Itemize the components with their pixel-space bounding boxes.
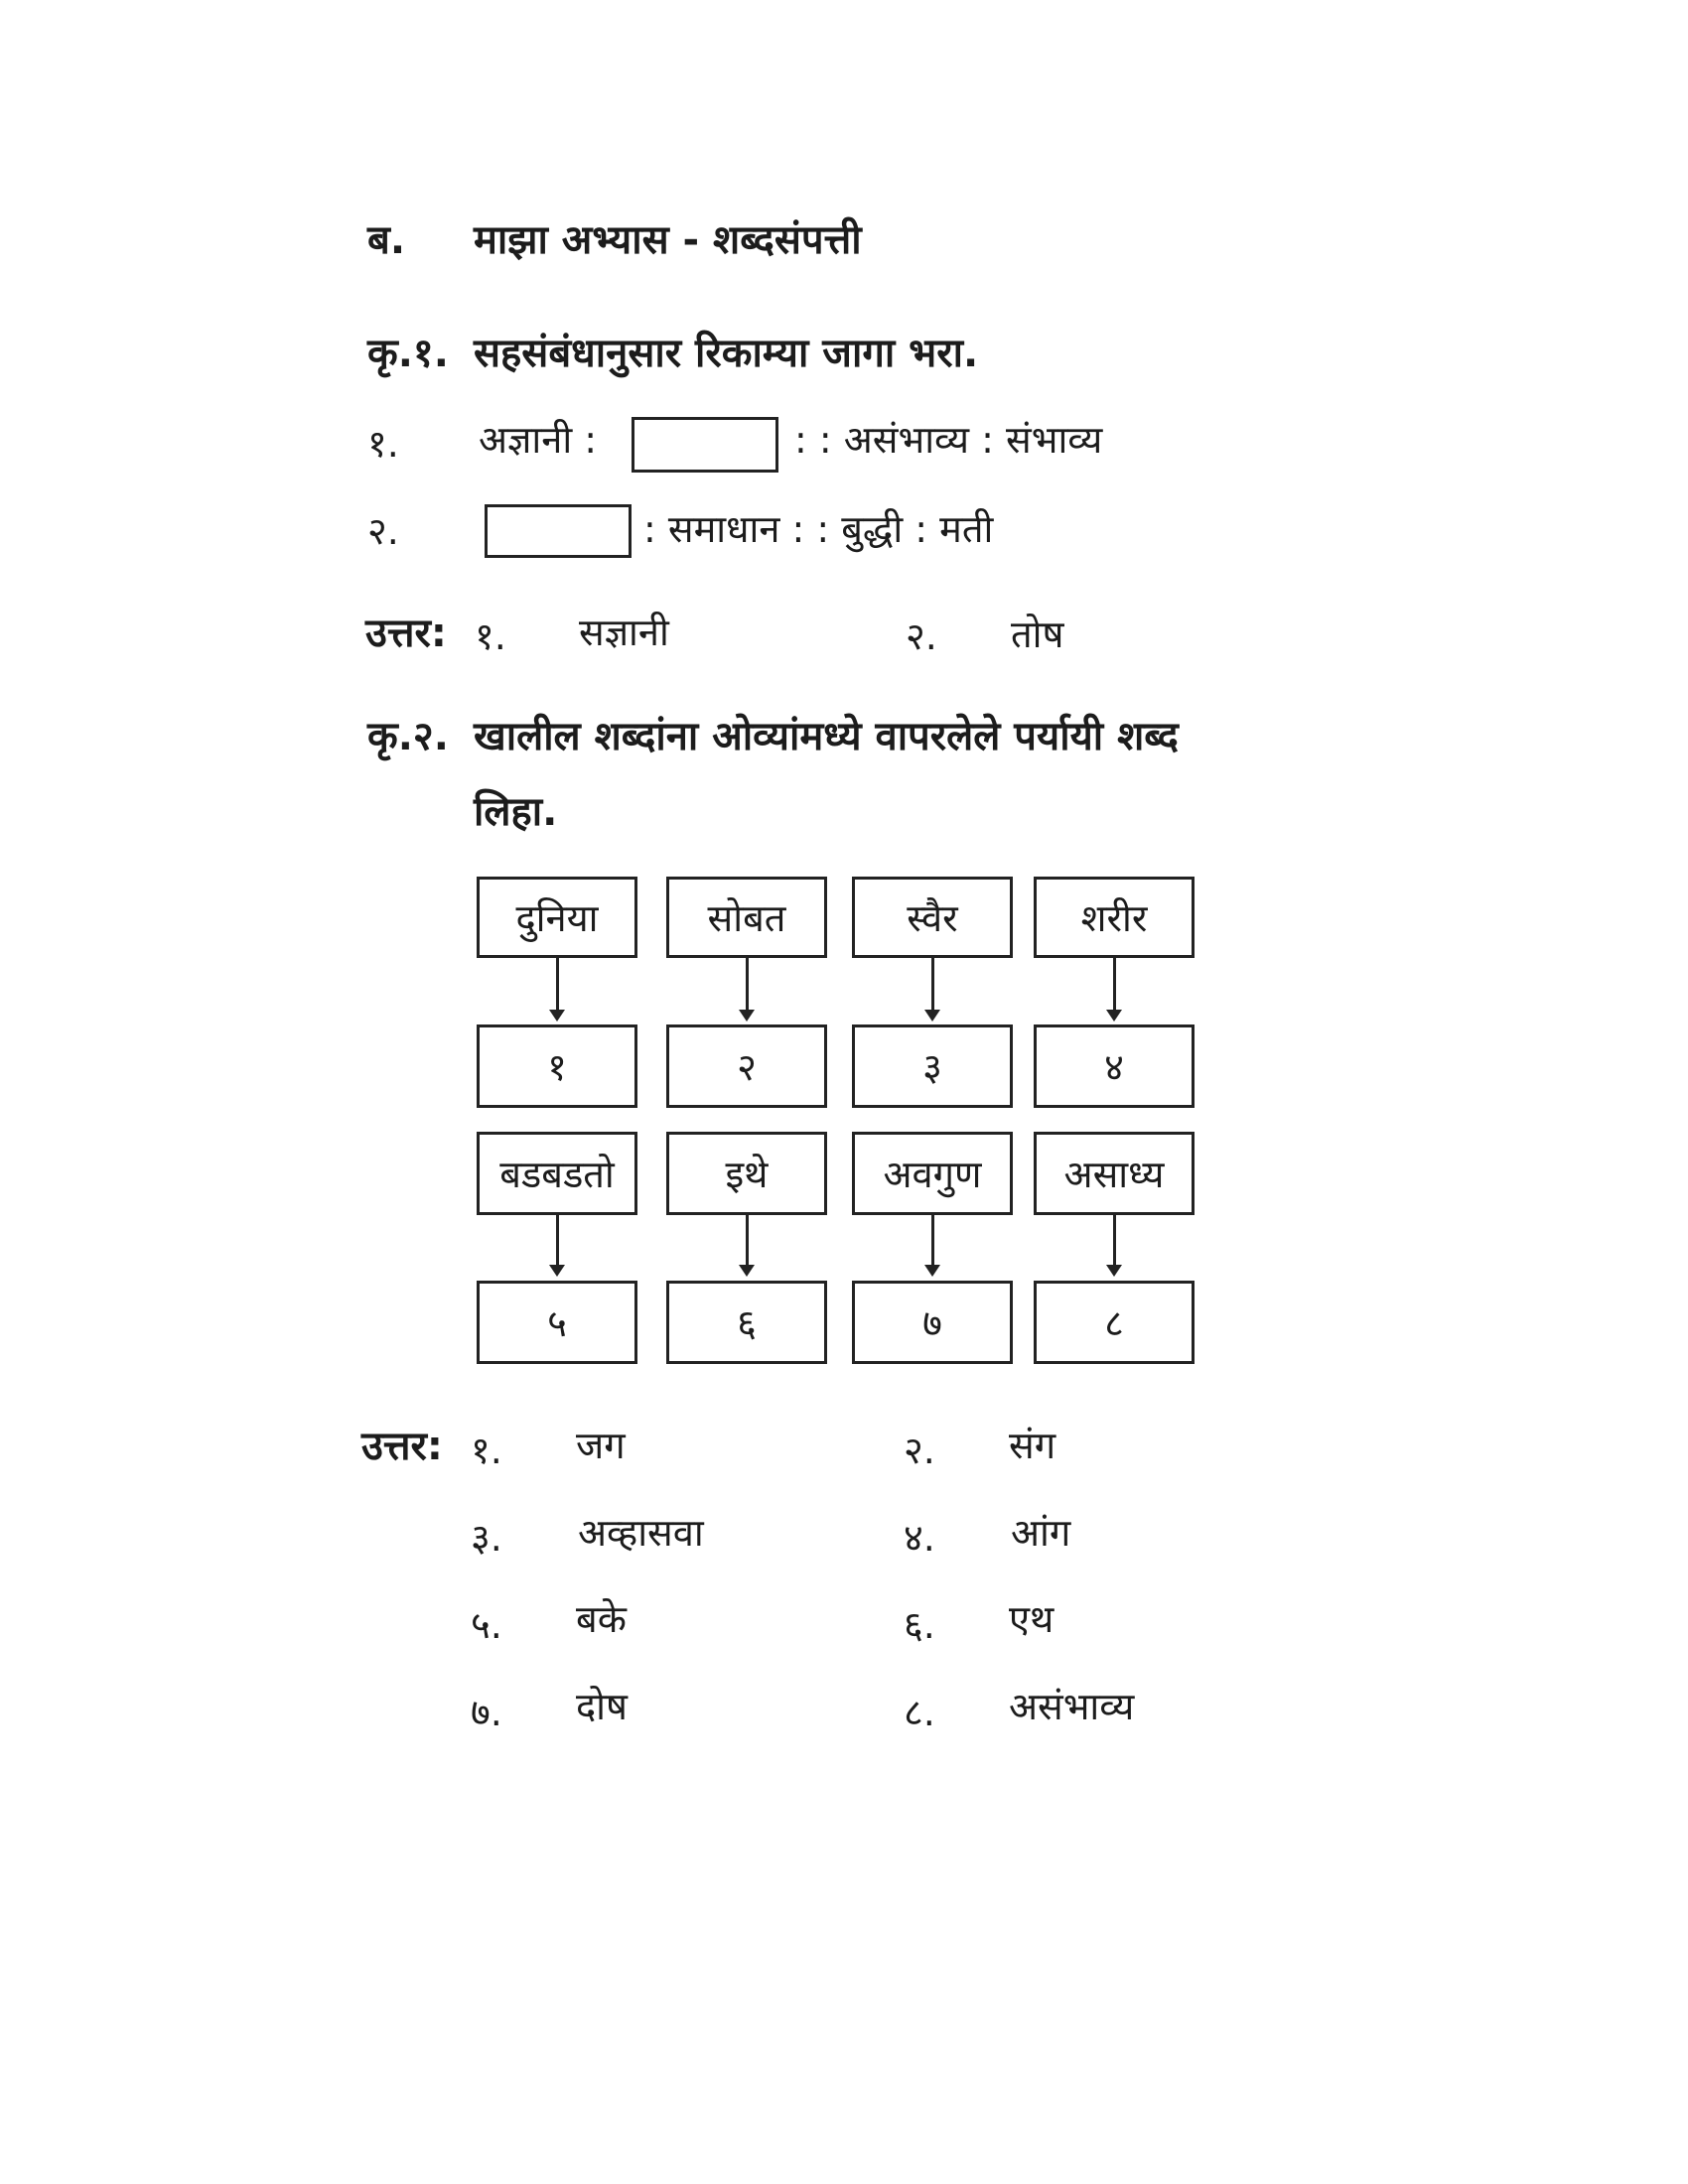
q1-answer1-number: १. (475, 614, 506, 658)
word-box-duniya: दुनिया (477, 877, 637, 958)
q2-answer4-text: आंग (1011, 1511, 1071, 1555)
answer-box-8: ८ (1034, 1281, 1195, 1364)
q2-answer6-text: एथ (1009, 1597, 1055, 1641)
q1-item1-right: : : असंभाव्य : संभाव्य (794, 418, 1103, 462)
arrow-down-icon (746, 958, 749, 1016)
word-box-sobat: सोबत (666, 877, 827, 958)
answer-box-7: ७ (852, 1281, 1013, 1364)
q2-instruction-line1: खालील शब्दांना ओव्यांमध्ये वापरलेले पर्यायी शब्द (474, 714, 1179, 759)
q2-instruction-line2: लिहा. (474, 789, 558, 835)
arrow-down-icon (556, 958, 559, 1016)
q1-number: कृ.१. (367, 331, 449, 376)
q1-answer-label: उत्तर: (365, 611, 447, 656)
section-title: माझा अभ्यास - शब्दसंपत्ती (474, 217, 862, 263)
section-label: ब. (367, 217, 406, 263)
word-box-avgun: अवगुण (852, 1132, 1013, 1215)
word-box-sharir: शरीर (1034, 877, 1195, 958)
arrow-down-icon (1113, 958, 1116, 1016)
q1-item2-number: २. (367, 509, 399, 553)
q2-answer7-text: दोष (576, 1685, 628, 1728)
q2-answer7-number: ७. (471, 1691, 502, 1734)
q1-item1-left: अज्ञानी : (479, 418, 598, 462)
q2-answer2-text: संग (1009, 1424, 1056, 1467)
answer-box-1: १ (477, 1024, 637, 1108)
answer-box-2: २ (666, 1024, 827, 1108)
q1-item2-right: : समाधान : : बुद्धी : मती (643, 507, 994, 551)
q1-answer1-text: सज्ञानी (579, 611, 669, 654)
q2-answer1-text: जग (576, 1424, 626, 1467)
q1-item2-blank-box (485, 504, 632, 558)
word-box-badbadto: बडबडतो (477, 1132, 637, 1215)
q2-answer6-number: ६. (904, 1603, 935, 1647)
q1-item1-blank-box (632, 417, 778, 473)
q2-answer5-text: बके (576, 1597, 627, 1641)
q2-answer1-number: १. (471, 1429, 502, 1472)
arrow-down-icon (746, 1215, 749, 1271)
q1-answer2-text: तोष (1011, 613, 1064, 656)
word-box-svair: स्वैर (852, 877, 1013, 958)
word-box-ithe: इथे (666, 1132, 827, 1215)
arrow-down-icon (1113, 1215, 1116, 1271)
answer-box-6: ६ (666, 1281, 827, 1364)
arrow-down-icon (931, 958, 934, 1016)
q2-answer-label: उत्तर: (361, 1424, 443, 1469)
q2-answer8-text: असंभाव्य (1009, 1685, 1135, 1728)
q2-answer3-number: ३. (471, 1516, 502, 1560)
arrow-down-icon (556, 1215, 559, 1271)
q2-answer4-number: ४. (904, 1516, 935, 1560)
answer-box-3: ३ (852, 1024, 1013, 1108)
q1-answer2-number: २. (906, 614, 937, 658)
word-box-asadhya: असाध्य (1034, 1132, 1195, 1215)
answer-box-5: ५ (477, 1281, 637, 1364)
q2-answer2-number: २. (904, 1429, 935, 1472)
q1-item1-number: १. (367, 422, 399, 466)
q1-instruction: सहसंबंधानुसार रिकाम्या जागा भरा. (474, 331, 979, 376)
q2-number: कृ.२. (367, 714, 449, 759)
q2-answer3-text: अव्हासवा (578, 1511, 704, 1555)
answer-box-4: ४ (1034, 1024, 1195, 1108)
q2-answer5-number: ५. (471, 1603, 502, 1647)
q2-answer8-number: ८. (904, 1691, 935, 1734)
arrow-down-icon (931, 1215, 934, 1271)
